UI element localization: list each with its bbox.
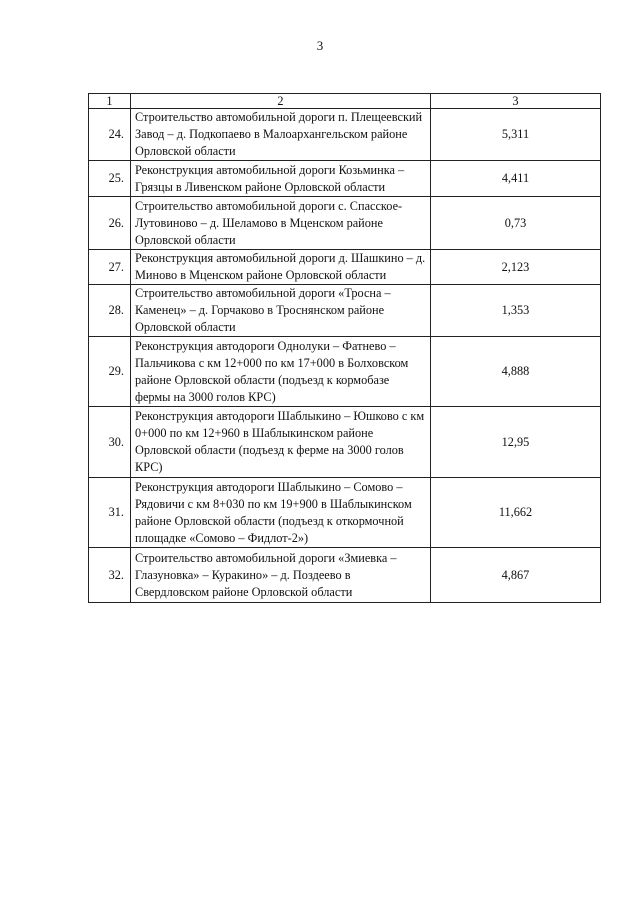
road-length-value: 2,123 [431,250,601,285]
road-project-name: Строительство автомобильной дороги с. Спасское-Лутовиново – д. Шеламово в Мценском районе Орловской области [131,197,431,250]
road-length-value: 5,311 [431,109,601,161]
roads-table [88,93,601,603]
table-row [89,478,601,548]
road-length-value: 4,411 [431,161,601,197]
table-row [89,407,601,478]
road-project-name: Строительство автомобильной дороги «Тросна – Каменец» – д. Горчаково в Троснянском районе Орловской области [131,285,431,337]
road-project-name: Реконструкция автомобильной дороги д. Шашкино – д. Миново в Мценском районе Орловской области [131,250,431,285]
row-number: 25. [89,161,131,197]
table-row [89,548,601,603]
row-number: 27. [89,250,131,285]
road-length-value: 11,662 [431,478,601,548]
row-number: 32. [89,548,131,603]
row-number: 30. [89,407,131,478]
table-row [89,285,601,337]
table-row [89,337,601,407]
road-project-name: Реконструкция автомобильной дороги Козьминка – Грязцы в Ливенском районе Орловской области [131,161,431,197]
road-project-name: Строительство автомобильной дороги п. Плещеевский Завод – д. Подкопаево в Малоархангельском районе Орловской области [131,109,431,161]
row-number: 31. [89,478,131,548]
road-length-value: 4,888 [431,337,601,407]
table-row [89,109,601,161]
road-length-value: 1,353 [431,285,601,337]
table-row [89,161,601,197]
row-number: 28. [89,285,131,337]
row-number: 24. [89,109,131,161]
table-row [89,250,601,285]
road-length-value: 12,95 [431,407,601,478]
table-header-row [89,94,601,109]
road-project-name: Реконструкция автодороги Однолуки – Фатнево – Пальчикова с км 12+000 по км 17+000 в Болховском районе Орловской области (подъезд к кормобазе фермы на 3000 голов КРС) [131,337,431,407]
road-length-value: 4,867 [431,548,601,603]
row-number: 29. [89,337,131,407]
road-project-name: Реконструкция автодороги Шаблыкино – Сомово – Рядовичи с км 8+030 по км 19+900 в Шаблыкинском районе Орловской области (подъезд к откормочной площадке «Сомово – Фидлот-2») [131,478,431,548]
road-project-name: Реконструкция автодороги Шаблыкино – Юшково с км 0+000 по км 12+960 в Шаблыкинском районе Орловской области (подъезд к ферме на 3000 голов КРС) [131,407,431,478]
table-row [89,197,601,250]
column-header-2: 2 [131,94,431,109]
road-length-value: 0,73 [431,197,601,250]
row-number: 26. [89,197,131,250]
column-header-1: 1 [89,94,131,109]
road-project-name: Строительство автомобильной дороги «Змиевка – Глазуновка» – Куракино» – д. Поздеево в Свердловском районе Орловской области [131,548,431,603]
page-number: 3 [316,38,324,53]
column-header-3: 3 [431,94,601,109]
